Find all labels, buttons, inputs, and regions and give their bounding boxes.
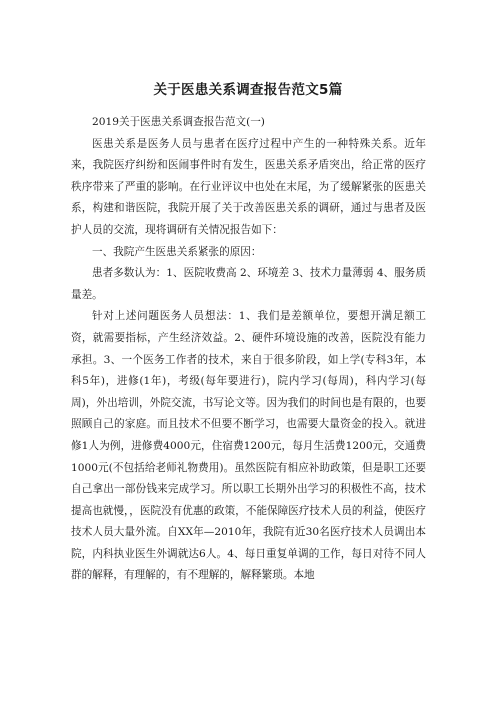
section-heading: 一、我院产生医患关系紧张的原因： (92, 245, 262, 258)
report-subtitle: 2019关于医患关系调查报告范文(一) (92, 116, 265, 128)
staff-opinion-paragraph: 针对上述问题医务人员想法：1、我们是差额单位，要想开满足额工资，就需要指标，产生经济效益。2、硬件环境设施的改善，医院没有能力承担。3、一个医务工作者的技术，来自于很多阶段，如上学(专科3年，本科5年)，进修(1年)，考级(每年要进行)，院内学习(每周)，科内学习(每周)，外出培训，外院交流，书写论文等。因为我们的时间也是有限的，也要照顾自己的家庭。而且技术不但要不断学习，也需要大量资金的投入。就进修1人为例，进修费4000元，住宿费1200元，每月生活费1200元，交通费1000元(不包括给老师礼物费用)。虽然医院有相应补助政策，但是职工还要自己拿出一部份钱来完成学习。所以职工长期外出学习的积极性不高，技术提高也就慢，，医院没有优惠的政策，不能保障医疗技术人员的利益，使医疗技术人员大量外流。自XX年—2010年，我院有近30名医疗技术人员调出本院，内科执业医生外调就达6人。4、每日重复单调的工作，每日对待不同人群的解释，有理解的，有不理解的，解释繁琐。本地 (71, 310, 426, 582)
document-title: 关于医患关系调查报告范文5篇 (153, 82, 343, 98)
intro-paragraph: 医患关系是医务人员与患者在医疗过程中产生的一种特殊关系。近年来，我院医疗纠纷和医闹事件时有发生，医患关系矛盾突出，给正常的医疗秩序带来了严重的影响。在行业评议中也处在末尾，为了缓解紧张的医患关系，构建和谐医院，我院开展了关于改善医患关系的调研，通过与患者及医护人员的交流，现将调研有关情况报告如下： (71, 137, 426, 236)
document-body (71, 112, 426, 587)
patient-opinion-paragraph: 患者多数认为：1、医院收费高 2、环境差 3、技术力量薄弱 4、服务质量差。 (71, 267, 426, 301)
